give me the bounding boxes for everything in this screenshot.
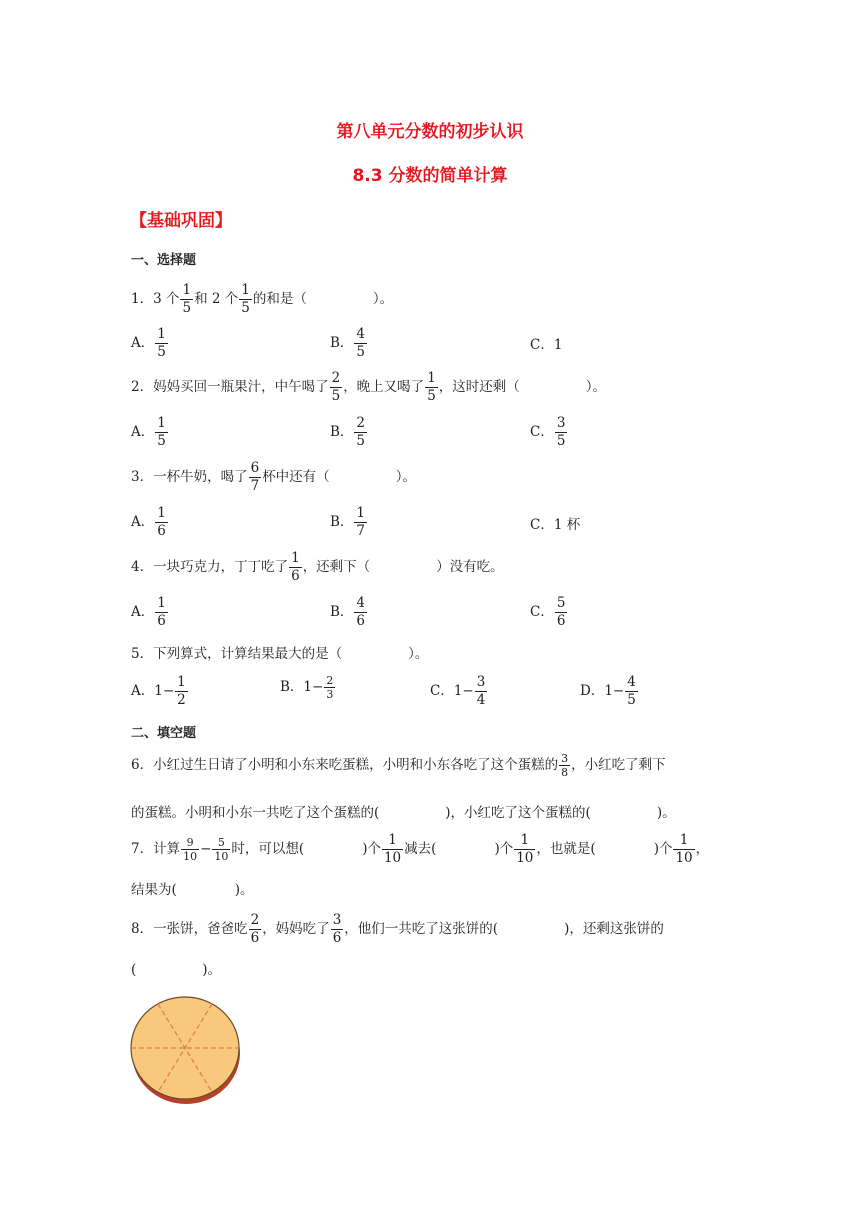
- fraction: $\frac{1}{5}$: [241, 282, 250, 316]
- fraction: $\frac{1}{5}$: [427, 370, 436, 404]
- q5-option-b[interactable]: B．1− $\frac{2}{3}$: [280, 674, 334, 701]
- q3-option-b[interactable]: B． $\frac{1}{7}$: [330, 505, 366, 539]
- fraction: $\frac{6}{7}$: [250, 460, 260, 494]
- q5-option-d[interactable]: D．1− $\frac{4}{5}$: [580, 674, 636, 708]
- question-7: 7．计算 $\frac{9}{10}$ − $\frac{5}{10}$ 时，可以想( )个 $\frac{1}{10}$ 减去( )个 $\frac{1}{10}$ ，也就是( )个 $\frac{1}{10}$ ，: [131, 832, 710, 866]
- question-8: 8．一张饼，爸爸吃 $\frac{2}{6}$ ，妈妈吃了 $\frac{3}{6}$ ，他们一共吃了这张饼的( )，还剩这张饼的: [131, 912, 664, 946]
- q2-option-a[interactable]: A． $\frac{1}{5}$: [131, 415, 166, 449]
- fraction: $\frac{3}{8}$: [561, 752, 569, 779]
- fraction: $\frac{1}{6}$: [291, 550, 300, 584]
- q4-option-c[interactable]: C． $\frac{5}{6}$: [530, 595, 566, 629]
- q2-option-c[interactable]: C． $\frac{3}{5}$: [530, 415, 566, 449]
- page-subtitle: 8.3 分数的简单计算: [352, 166, 508, 186]
- question-6-line2: 的蛋糕。小明和小东一共吃了这个蛋糕的( )，小红吃了这个蛋糕的( )。: [131, 805, 676, 821]
- question-6: 6．小红过生日请了小明和小东来吃蛋糕，小明和小东各吃了这个蛋糕的 $\frac{3}{8}$ ，小红吃了剩下: [131, 752, 666, 779]
- fraction: $\frac{1}{5}$: [182, 282, 192, 316]
- question-5: 5．下列算式，计算结果最大的是（ ）。: [131, 646, 429, 662]
- pie-illustration: [128, 994, 244, 1106]
- q5-option-c[interactable]: C．1− $\frac{3}{4}$: [430, 674, 486, 708]
- page-title: 第八单元分数的初步认识: [336, 122, 524, 142]
- question-3: 3．一杯牛奶，喝了 $\frac{6}{7}$ 杯中还有（ ）。: [131, 460, 416, 494]
- q3-option-c[interactable]: C．1 杯: [530, 517, 581, 533]
- question-4: 4．一块巧克力，丁丁吃了 $\frac{1}{6}$ ，还剩下（ ）没有吃。: [131, 550, 504, 584]
- q4-option-a[interactable]: A． $\frac{1}{6}$: [131, 595, 166, 629]
- q1-text-b: 和 2 个: [194, 291, 239, 307]
- section-heading: 【基础巩固】: [130, 211, 232, 231]
- q1-text-c: 的和是（: [252, 291, 307, 307]
- q1-option-c[interactable]: C．1: [530, 337, 563, 353]
- question-7-line2: 结果为( )。: [131, 882, 254, 898]
- q1-text-a: 1．3 个: [131, 291, 180, 307]
- q3-option-a[interactable]: A． $\frac{1}{6}$: [131, 505, 166, 539]
- part1-heading: 一、选择题: [131, 253, 197, 268]
- q5-option-a[interactable]: A．1− $\frac{1}{2}$: [131, 674, 186, 708]
- q1-text-d: ）。: [372, 291, 394, 307]
- q4-option-b[interactable]: B． $\frac{4}{6}$: [330, 595, 366, 629]
- part2-heading: 二、填空题: [131, 726, 197, 741]
- fraction: $\frac{2}{5}$: [331, 370, 341, 404]
- q1-option-a[interactable]: A． $\frac{1}{5}$: [131, 326, 166, 360]
- question-2: 2．妈妈买回一瓶果汁，中午喝了 $\frac{2}{5}$ ，晚上又喝了 $\frac{1}{5}$ ，这时还剩（ ）。: [131, 370, 607, 404]
- question-1: [131, 282, 393, 317]
- question-8-line2: ( )。: [131, 962, 222, 978]
- q1-option-b[interactable]: B． $\frac{4}{5}$: [330, 326, 366, 360]
- q2-option-b[interactable]: B． $\frac{2}{5}$: [330, 415, 366, 449]
